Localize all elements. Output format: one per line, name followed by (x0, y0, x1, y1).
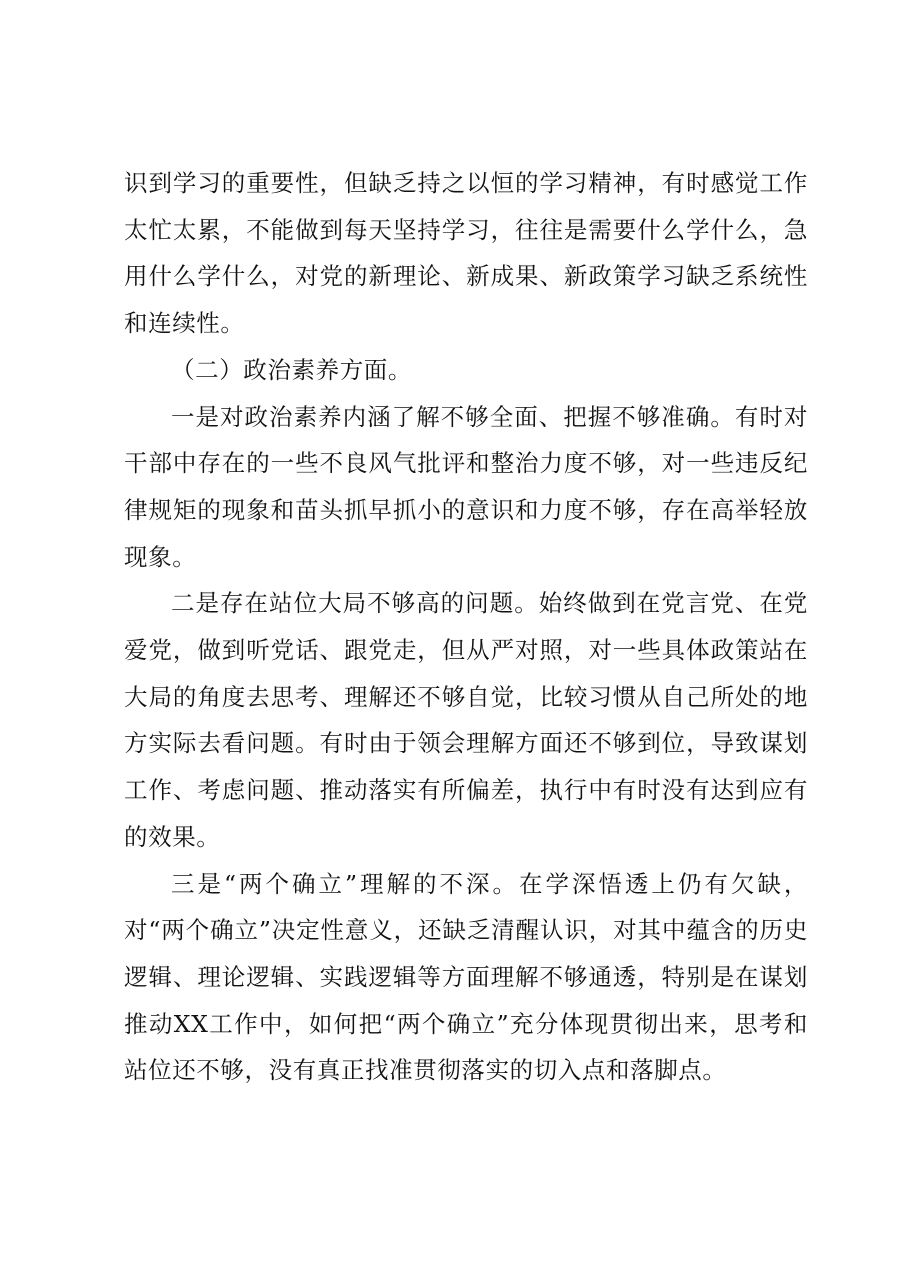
section-heading: （二）政治素养方面。 (171, 355, 412, 384)
paragraph-point-two: 二是存在站位大局不够高的问题。始终做到在党言党、在党爱党，做到听党话、跟党走，但从严对照，对一些具体政策站在大局的角度去思考、理解还不够自觉，比较习惯从自己所处的地方实际去看问题。有时由于领会理解方面还不够到位，导致谋划工作、考虑问题、推动落实有所偏差，执行中有时没有达到应有的效果。 (124, 589, 808, 851)
paragraph-point-three: 三是“两个确立”理解的不深。在学深悟透上仍有欠缺，对“两个确立”决定性意义，还缺乏清醒认识，对其中蕴含的历史逻辑、理论逻辑、实践逻辑等方面理解不够通透，特别是在谋划推动XX工作中，如何把“两个确立”充分体现贯彻出来，思考和站位还不够，没有真正找准贯彻落实的切入点和落脚点。 (124, 869, 808, 1085)
document-body (124, 160, 808, 1094)
paragraph-continuation: 识到学习的重要性，但缺乏持之以恒的学习精神，有时感觉工作太忙太累，不能做到每天坚持学习，往往是需要什么学什么，急用什么学什么，对党的新理论、新成果、新政策学习缺乏系统性和连续性。 (124, 169, 808, 338)
paragraph-point-one: 一是对政治素养内涵了解不够全面、把握不够准确。有时对干部中存在的一些不良风气批评和整治力度不够，对一些违反纪律规矩的现象和苗头抓早抓小的意识和力度不够，存在高举轻放现象。 (124, 402, 808, 571)
